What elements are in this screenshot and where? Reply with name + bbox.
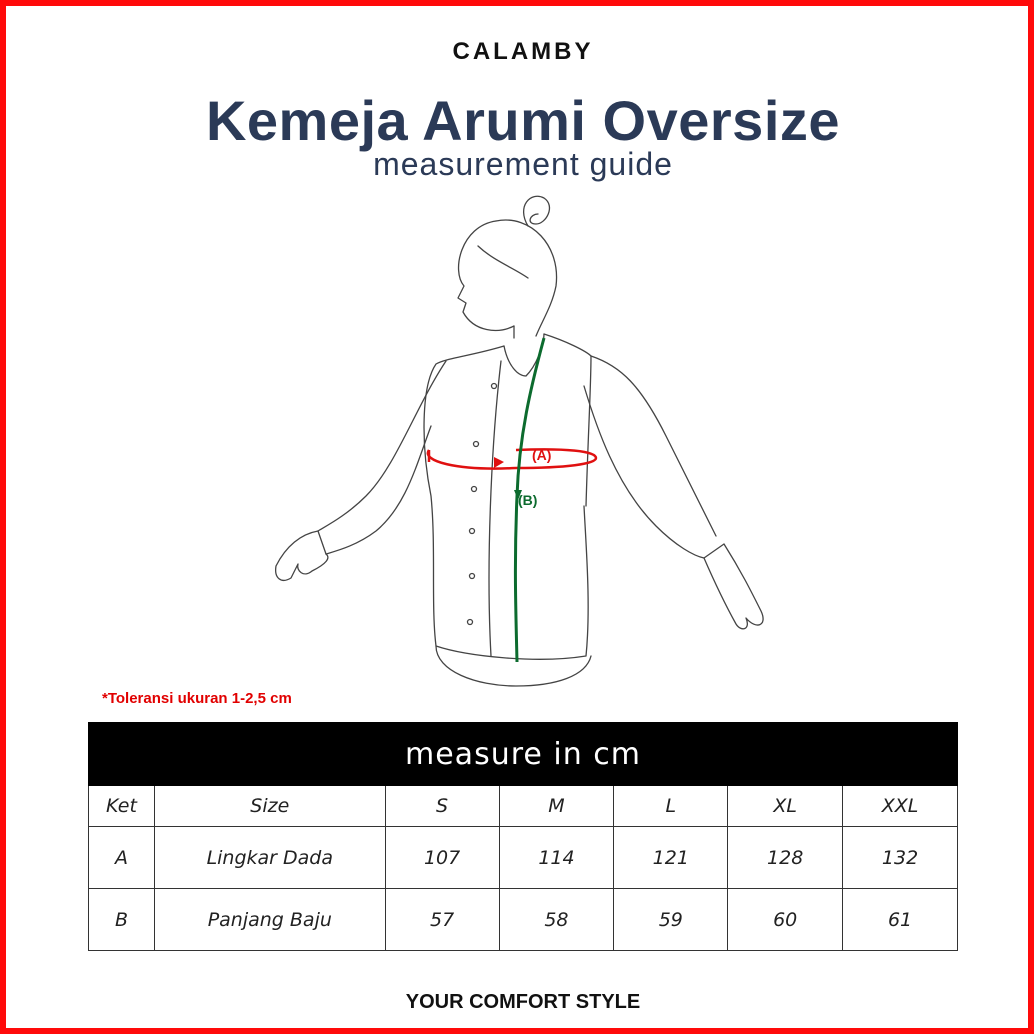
row-b-m: 58 bbox=[499, 889, 614, 951]
head-outline bbox=[458, 221, 514, 330]
arm-right-top bbox=[591, 356, 716, 536]
hand-right bbox=[704, 544, 763, 629]
table-row bbox=[89, 889, 958, 951]
brand-logo: CALAMBY bbox=[452, 38, 594, 65]
hair-outline bbox=[496, 220, 557, 336]
row-b-xxl: 61 bbox=[843, 889, 958, 951]
shirt-button bbox=[468, 620, 473, 625]
header-xl: XL bbox=[728, 786, 843, 827]
row-b-l: 59 bbox=[614, 889, 728, 951]
guide-subtitle: measurement guide bbox=[373, 146, 673, 182]
cuff-left bbox=[318, 531, 326, 554]
chest-measure-a bbox=[428, 449, 596, 468]
row-a-xl: 128 bbox=[728, 827, 843, 889]
shirt-button bbox=[492, 384, 497, 389]
shirt-button bbox=[474, 442, 479, 447]
header-l: L bbox=[614, 786, 728, 827]
product-title: Kemeja Arumi Oversize bbox=[205, 89, 841, 152]
row-b-s: 57 bbox=[385, 889, 499, 951]
shirt-button bbox=[470, 574, 475, 579]
hair-bun bbox=[524, 196, 550, 226]
shirt-illustration bbox=[246, 186, 806, 696]
row-a-m: 114 bbox=[499, 827, 614, 889]
header-size: Size bbox=[154, 786, 385, 827]
header-s: S bbox=[385, 786, 499, 827]
body-right bbox=[544, 334, 591, 506]
footer-slogan: YOUR COMFORT STYLE bbox=[405, 991, 641, 1013]
row-b-xl: 60 bbox=[728, 889, 843, 951]
cuff-right bbox=[704, 544, 724, 558]
label-b: (B) bbox=[518, 492, 538, 508]
shirt-button bbox=[470, 529, 475, 534]
shirt-button bbox=[472, 487, 477, 492]
size-table bbox=[88, 722, 958, 951]
row-b-key: B bbox=[89, 889, 155, 951]
header-m: M bbox=[499, 786, 614, 827]
placket-line bbox=[489, 361, 501, 656]
header-ket: Ket bbox=[89, 786, 155, 827]
hair-line bbox=[478, 246, 528, 278]
row-a-s: 107 bbox=[385, 827, 499, 889]
row-a-label: Lingkar Dada bbox=[154, 827, 385, 889]
table-row bbox=[89, 827, 958, 889]
chest-arrowhead bbox=[494, 457, 504, 468]
tolerance-note: *Toleransi ukuran 1-2,5 cm bbox=[102, 690, 292, 707]
row-a-l: 121 bbox=[614, 827, 728, 889]
arm-left-bottom bbox=[326, 426, 431, 554]
body-left bbox=[424, 346, 588, 659]
label-a: (A) bbox=[532, 447, 552, 463]
table-header-row bbox=[89, 786, 958, 827]
table-caption: measure in cm bbox=[89, 723, 958, 786]
row-a-key: A bbox=[89, 827, 155, 889]
chest-ellipse bbox=[428, 449, 596, 468]
row-a-xxl: 132 bbox=[843, 827, 958, 889]
arm-left-top bbox=[318, 361, 446, 531]
arm-right-bottom bbox=[584, 386, 704, 558]
header-xxl: XXL bbox=[843, 786, 958, 827]
row-b-label: Panjang Baju bbox=[154, 889, 385, 951]
